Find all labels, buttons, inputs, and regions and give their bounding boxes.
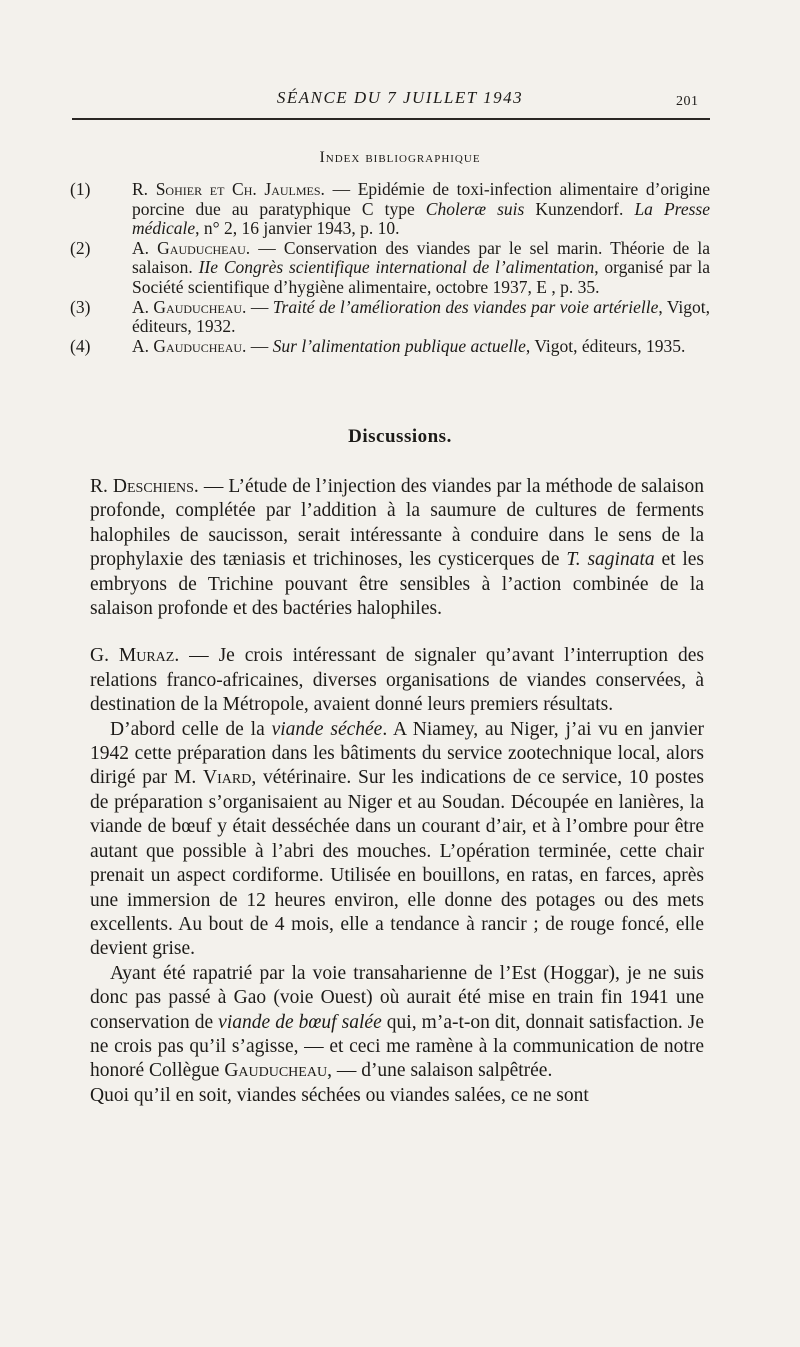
paragraph-text: et les embryons de Trichine pouvant être sensibles à l’action combinée de la salaison profonde et des bactéries halophiles. [90,549,705,620]
entry-body: — Epidémie de toxi-infection alimentaire d’origine porcine due au paratyphique C type [132,179,711,219]
paragraph-text: , vétérinaire. Sur les indications de ce service, 10 postes de préparation s’organisaient au Niger et au Soudan. Découpée en lanières, la viande de bœuf y était desséchée dans un courant d’air, et à l’ombre pour être autant que possible à l’abri des mouches. L’opération terminée, cette chair prenait un aspect cordiforme. Utilisée en bouillons, en ratas, en farces, après une immersion de 12 heures environ, elle donne des potages ou des mets excellents. Au bout de 4 mois, elle a tendance à rancir ; de rouge foncé, elle devient grise. [90,767,704,960]
speaker-name: R. Deschiens. [90,476,199,497]
index-title: Index bibliographique [319,149,481,166]
discussion-paragraph [90,475,704,621]
entry-text [132,298,710,337]
entry-body: , Vigot, éditeurs, 1935. [525,335,686,356]
discussions-title: Discussions. [348,426,452,447]
entry-body: , n° 2, 16 janvier 1943, p. 10. [195,218,400,239]
entry-body: , Vigot, éditeurs, 1932. [132,296,711,337]
person-name: Viard [203,767,252,789]
running-title: SÉANCE DU 7 JUILLET 1943 [276,88,524,107]
entry-number: (4) [70,335,91,356]
entry-number: (3) [70,296,91,317]
paragraph-text: — Je crois intéressant de signaler qu’avant l’interruption des relations franco-africaines, diverses organisations de viandes conservées, à destination de la Métropole, avaient donné leurs premiers résultats. [90,645,704,716]
discussion-paragraph [90,644,704,717]
bibliography-entry [70,337,710,357]
paragraph-text: Ayant été rapatrié par la voie transaharienne de l’Est (Hoggar), je ne suis donc pas passé à Gao (voie Ouest) où aurait été mise en train fin 1941 une conservation de [90,962,704,1033]
paragraph-text: Quoi qu’il en soit, viandes séchées ou viandes salées, ce ne sont [90,1084,589,1106]
page-number: 201 [676,94,699,109]
bibliography-entry [70,180,710,239]
entry-italic: Sur l’alimentation publique actuelle [272,335,526,356]
entry-italic: Traité de l’amélioration des viandes par voie artérielle [272,296,659,317]
paragraph-text: D’abord celle de la [110,718,272,740]
entry-journal: La Presse médicale [132,198,710,239]
paragraph-text: qui, m’a-t-on dit, donnait satisfaction. Je ne crois pas qu’il s’agisse, — et ceci me ramène à la communication de notre honoré Collègue [90,1011,704,1082]
paragraph-text: . A Niamey, au Niger, j’ai vu en janvier 1942 cette préparation dans les bâtiments du service zootechnique local, alors dirigé par M. [90,718,704,789]
entry-body: Kunzendorf. [524,198,635,219]
entry-author: A. Gauducheau. [132,296,247,317]
speaker-name: G. Muraz. [90,645,180,667]
header-rule [72,118,710,120]
entry-body: — Conservation des viandes par le sel marin. Théorie de la salaison. [132,237,710,278]
paragraph-italic: T. saginata [566,549,655,571]
entry-italic: IIe Congrès scientifique international de l’alimentation [198,257,595,278]
entry-body: — [246,296,273,317]
discussions-body [90,475,704,1108]
entry-author: R. Sohier et Ch. Jaulmes. [132,179,325,199]
discussion-paragraph [90,718,704,962]
paragraph-text: — L’étude de l’injection des viandes par la méthode de salaison profonde, complétée par l’addition à la saumure de cultures de ferments halophiles de saucisson, serait intéressante à conduire dans le sens de la prophylaxie des tæniasis et trichinoses, les cysticerques de [90,476,704,571]
entry-text [132,180,710,239]
entry-body: — [246,335,273,356]
paragraph-italic: viande de bœuf salée [218,1011,382,1033]
bibliography-entry [70,239,710,298]
paragraph-text: , — d’une salaison salpêtrée. [327,1060,553,1082]
entry-author: A. Gauducheau. [132,237,251,258]
entry-italic: Choleræ suis [425,198,525,219]
paragraph-italic: viande séchée [271,718,383,740]
bibliography-entry [70,298,710,337]
bibliography-list [70,180,710,356]
entry-text [132,239,710,298]
person-name: Gauducheau [224,1060,328,1082]
discussion-paragraph [90,1084,704,1108]
entry-number: (1) [70,179,91,199]
entry-text [132,337,710,357]
entry-number: (2) [70,237,91,258]
entry-body: , organisé par la Société scientifique d’hygiène alimentaire, octobre 1937, E , p. 35. [132,257,711,297]
discussion-paragraph [90,962,704,1084]
entry-author: A. Gauducheau. [132,335,247,356]
